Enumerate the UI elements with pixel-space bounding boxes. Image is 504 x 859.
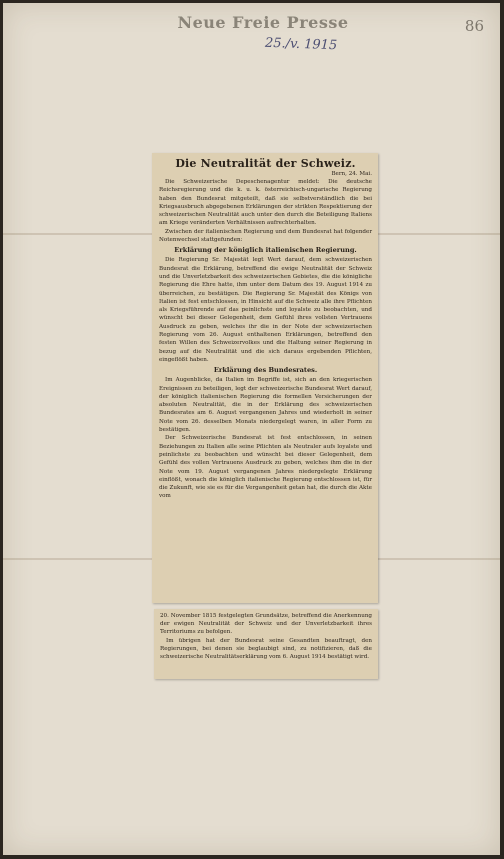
article-paragraph: Im Augenblicke, da Italien im Begriffe ist, sich an den kriegerischen Ereignissen zu beteiligen, legt der schweizerische Bundesrat Wert darauf, der königlich italienischen Regierung die formellen Versicherungen der absoluten Neutralität, die in der Erklärung des schweizerischen Bundesrates am 6. August vergangenen Jahres und wiederholt in seiner Note vom 26. desselben Monats niedergelegt waren, in aller Form zu bestätigen. [159,377,372,434]
article-paragraph: Zwischen der italienischen Regierung und dem Bundesrat hat folgender Notenwechsel stattgefunden: [159,228,372,244]
article-paragraph: Die Regierung Sr. Majestät legt Wert darauf, dem schweizerischen Bundesrat die Erklärung, betreffend die ewige Neutralität der Schweiz und die Unverletzbarkeit des schweizerischen Gebietes, die die königliche Regierung die Ehre hatte, ihm unter dem Datum des 19. August 1914 zu überreichen, zu bestätigen. Die Regierung Sr. Majestät des Königs von Italien ist fest entschlossen, in Hinsicht auf die Schweiz alle ihre Pflichten als Kriegsführende auf das peinlichste und loyalste zu beobachten, und wünscht bei dieser Gelegenheit, dem Gefühl ihres vollsten Vertrauens Ausdruck zu geben, welches ihr die in der Note der schweizerischen Regierung vom 26. August enthaltenen Erklärungen, betreffend den festen Willen des Schweizervolkes und die Haltung seiner Regierung in bezug auf die Neutralität und die sich daraus ergebenden Pflichten, eingeflößt haben. [159,257,372,363]
article-paragraph: Der Schweizerische Bundesrat ist fest entschlossen, in seinen Beziehungen zu Italien alle seine Pflichten als Neutraler aufs loyalste und peinlichste zu beobachten und wünscht bei dieser Gelegenheit, dem Gefühl des vollen Vertrauens Ausdruck zu geben, welches ihm die in der Note vom 19. August vergangenen Jahres niedergelegte Erklärung einflößt, wonach die königlich italienische Regierung entschlossen ist, für die Zukunft, wie sie es für die Vergangenheit getan hat, die durch die Akte vom [159,435,372,500]
newspaper-title: Neue Freie Presse [177,13,349,32]
article-title: Die Neutralität der Schweiz. [175,157,356,170]
page-number: 86 [464,17,484,35]
article-dateline: Bern, 24. Mai. [331,171,372,177]
article-subheading: Erklärung der königlich italienischen Regierung. [174,246,357,255]
article-subheading: Erklärung des Bundesrates. [213,366,318,375]
article-paragraph: Im übrigen hat der Bundesrat seine Gesandten beauftragt, den Regierungen, bei denen sie beglaubigt sind, zu notifizieren, daß die schweizerische Neutralitätserklärung vom 6. August 1914 bestätigt wird. [160,637,372,661]
handwritten-date: 25./v. 1915 [264,35,338,54]
archive-sheet [3,3,500,855]
article-paragraph: Die Schweizerische Depeschenagentur meldet: Die deutsche Reichsregierung und die k. u. k. österreichisch-ungarische Regierung haben den Bundesrat mitgeteilt, daß sie selbstverständlich die bei Kriegsausbruch abgegebenen Erklärungen der strikten Respektierung der schweizerischen Neutralität auch unter den durch die Beteiligung Italiens am Kriege veränderten Verhältnissen aufrechterhalten. [159,179,372,227]
newspaper-clipping-continuation [154,609,378,679]
article-paragraph: 20. November 1815 festgelegten Grundsätze, betreffend die Anerkennung der ewigen Neutralität der Schweiz und der Unverletzbarkeit ihres Territoriums zu befolgen. [160,613,372,636]
newspaper-clipping [152,153,378,603]
